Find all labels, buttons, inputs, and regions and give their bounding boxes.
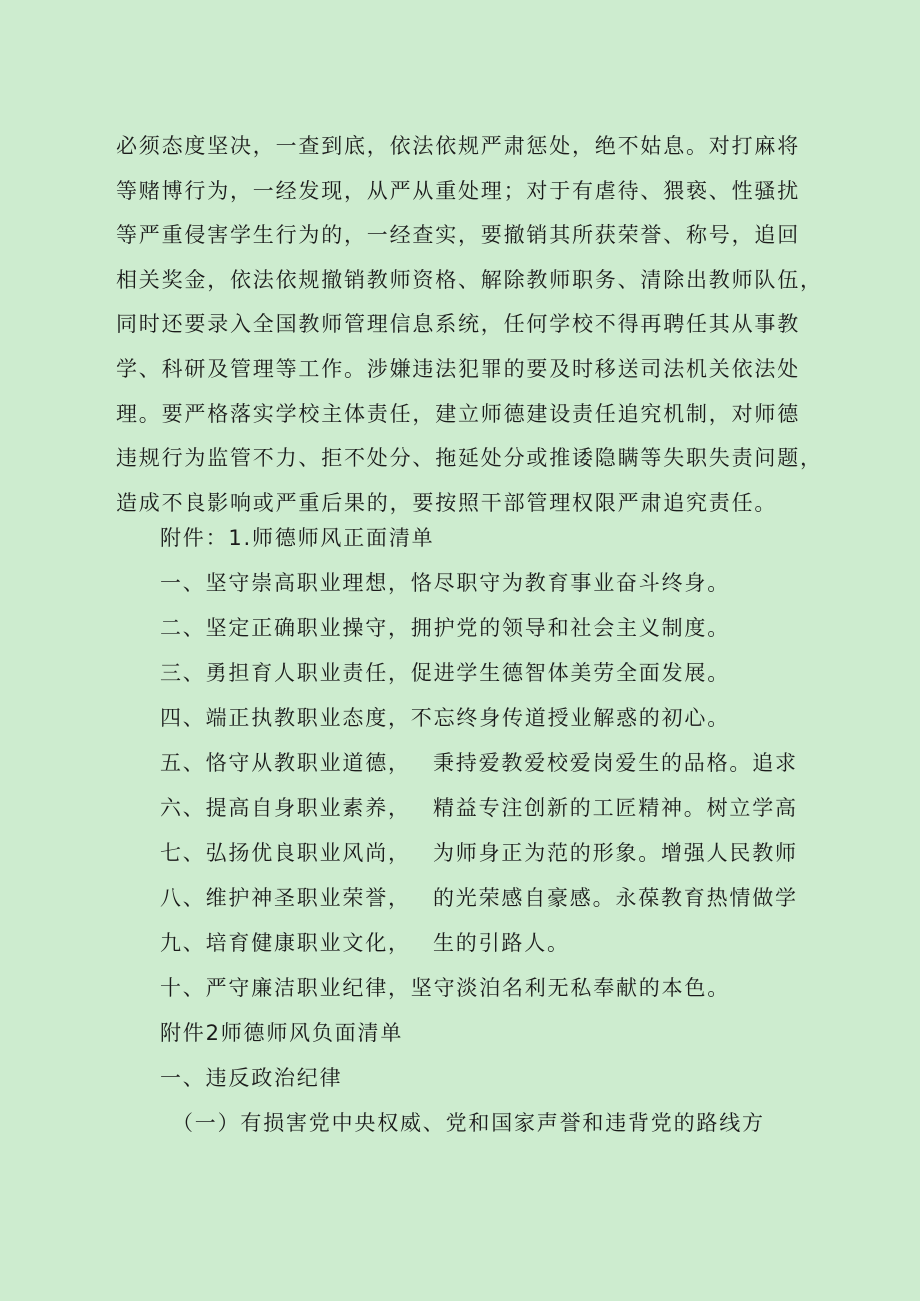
paragraph-line: 必须态度坚决，一查到底，依法依规严肃惩处，绝不姑息。对打麻将 bbox=[116, 134, 800, 158]
attachment1-title: 附件：1.师德师风正面清单 bbox=[160, 526, 435, 550]
side-text-line: 精益专注创新的工匠精神。树立学高 bbox=[433, 796, 798, 820]
paragraph-line: 造成不良影响或严重后果的，要按照干部管理权限严肃追究责任。 bbox=[116, 490, 778, 515]
paragraph-line: 学、科研及管理等工作。涉嫌违法犯罪的要及时移送司法机关依法处 bbox=[116, 356, 800, 381]
negative-list-item: （一）有损害党中央权威、党和国家声誉和违背党的路线方 bbox=[172, 1111, 765, 1135]
positive-list-item: 四、端正执教职业态度，不忘终身传道授业解惑的初心。 bbox=[160, 706, 730, 730]
paragraph-line: 等严重侵害学生行为的，一经查实，要撤销其所获荣誉、称号，追回 bbox=[116, 223, 800, 248]
positive-list-item: 五、恪守从教职业道德， bbox=[160, 751, 411, 775]
paragraph-line: 相关奖金，依法依规撤销教师资格、解除教师职务、清除出教师队伍， bbox=[116, 267, 823, 292]
paragraph-line: 同时还要录入全国教师管理信息系统，任何学校不得再聘任其从事教 bbox=[116, 312, 800, 337]
positive-list-item: 八、维护神圣职业荣誉， bbox=[160, 886, 411, 910]
attachment2-title: 附件2师德师风负面清单 bbox=[160, 1021, 404, 1045]
paragraph-line: 违规行为监管不力、拒不处分、拖延处分或推诿隐瞒等失职失责问题， bbox=[116, 446, 823, 471]
positive-list-item: 七、弘扬优良职业风尚， bbox=[160, 841, 411, 865]
side-text-line: 秉持爱教爱校爱岗爱生的品格。追求 bbox=[433, 751, 798, 775]
side-text-line: 生的引路人。 bbox=[433, 931, 570, 955]
negative-section-heading: 一、违反政治纪律 bbox=[160, 1066, 343, 1090]
side-text-line: 为师身正为范的形象。增强人民教师 bbox=[433, 841, 798, 865]
positive-list-item: 一、坚守崇高职业理想，恪尽职守为教育事业奋斗终身。 bbox=[160, 571, 730, 595]
paragraph-line: 等赌博行为，一经发现，从严从重处理；对于有虐待、猥亵、性骚扰 bbox=[116, 178, 800, 203]
positive-list-item: 六、提高自身职业素养， bbox=[160, 796, 411, 820]
positive-list-item: 二、坚定正确职业操守，拥护党的领导和社会主义制度。 bbox=[160, 616, 730, 640]
paragraph-line: 理。要严格落实学校主体责任，建立师德建设责任追究机制，对师德 bbox=[116, 401, 800, 426]
body-paragraph bbox=[116, 124, 826, 525]
positive-list-item: 九、培育健康职业文化， bbox=[160, 931, 411, 955]
positive-list-item: 十、严守廉洁职业纪律，坚守淡泊名利无私奉献的本色。 bbox=[160, 976, 730, 1000]
positive-list-item: 三、勇担育人职业责任，促进学生德智体美劳全面发展。 bbox=[160, 661, 730, 685]
side-text-line: 的光荣感自豪感。永葆教育热情做学 bbox=[433, 886, 798, 910]
